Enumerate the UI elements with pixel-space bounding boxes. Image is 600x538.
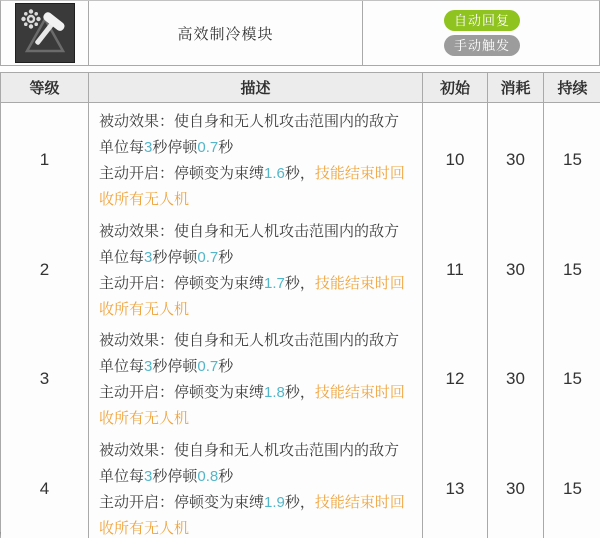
initial-sp-cell: 11 bbox=[423, 213, 488, 328]
description-segment: 技能结束时回收所有无人机 bbox=[99, 165, 405, 208]
description-segment: 主动开启：停顿变为束缚 bbox=[99, 384, 265, 401]
table-header-row bbox=[1, 73, 599, 103]
table-row bbox=[1, 432, 599, 537]
description-segment: 1.7 bbox=[264, 275, 285, 292]
description-cell bbox=[89, 213, 423, 328]
module-icon-cell bbox=[1, 1, 89, 65]
active-effect-text bbox=[99, 161, 412, 213]
description-segment: 秒 bbox=[218, 139, 234, 156]
sp-cost-cell: 30 bbox=[488, 103, 544, 218]
sp-cost-cell: 30 bbox=[488, 432, 544, 538]
duration-cell: 15 bbox=[544, 322, 600, 437]
table-row bbox=[1, 213, 599, 322]
description-segment: 0.8 bbox=[197, 468, 219, 485]
duration-cell: 15 bbox=[544, 103, 600, 218]
column-header-cost: 消耗 bbox=[488, 73, 544, 103]
description-segment: 1.9 bbox=[264, 494, 285, 511]
column-header-description: 描述 bbox=[89, 73, 423, 103]
description-segment: 秒停顿 bbox=[152, 358, 198, 375]
module-badge: 手动触发 bbox=[444, 35, 520, 56]
passive-effect-text bbox=[99, 438, 412, 490]
initial-sp-cell: 10 bbox=[423, 103, 488, 218]
description-segment: 秒停顿 bbox=[152, 139, 198, 156]
description-segment: 秒， bbox=[284, 275, 315, 292]
level-cell: 2 bbox=[1, 213, 89, 328]
description-segment: 秒 bbox=[218, 249, 234, 266]
level-cell: 1 bbox=[1, 103, 89, 218]
description-segment: 秒停顿 bbox=[152, 249, 198, 266]
description-segment: 主动开启：停顿变为束缚 bbox=[99, 494, 265, 511]
description-segment: 1.6 bbox=[264, 165, 285, 182]
description-segment: 技能结束时回收所有无人机 bbox=[99, 494, 405, 537]
module-title: 高效制冷模块 bbox=[177, 25, 274, 43]
level-cell: 4 bbox=[1, 432, 89, 538]
table-row bbox=[1, 322, 599, 432]
active-effect-text bbox=[99, 271, 412, 323]
duration-cell: 15 bbox=[544, 213, 600, 328]
description-segment: 秒， bbox=[284, 384, 315, 401]
description-segment: 被动效果：使自身和无人机攻击范围内的敌方单位每 bbox=[99, 223, 400, 266]
passive-effect-text bbox=[99, 109, 412, 161]
description-segment: 主动开启：停顿变为束缚 bbox=[99, 275, 265, 292]
description-segment: 被动效果：使自身和无人机攻击范围内的敌方单位每 bbox=[99, 113, 400, 156]
description-segment: 被动效果：使自身和无人机攻击范围内的敌方单位每 bbox=[99, 442, 400, 485]
description-segment: 3 bbox=[144, 468, 153, 485]
badge-stack bbox=[444, 10, 520, 56]
column-header-initial: 初始 bbox=[423, 73, 488, 103]
initial-sp-cell: 12 bbox=[423, 322, 488, 437]
hammer-drone-module-icon bbox=[15, 3, 75, 63]
description-segment: 秒 bbox=[218, 468, 234, 485]
description-segment: 秒， bbox=[284, 165, 315, 182]
module-badges-cell bbox=[363, 1, 600, 65]
description-segment: 秒停顿 bbox=[152, 468, 198, 485]
description-segment: 0.7 bbox=[197, 139, 219, 156]
duration-cell: 15 bbox=[544, 432, 600, 538]
module-badge: 自动回复 bbox=[444, 10, 520, 31]
description-segment: 3 bbox=[144, 358, 153, 375]
description-segment: 1.8 bbox=[264, 384, 285, 401]
sp-cost-cell: 30 bbox=[488, 322, 544, 437]
passive-effect-text bbox=[99, 219, 412, 271]
active-effect-text bbox=[99, 490, 412, 538]
description-segment: 秒， bbox=[284, 494, 315, 511]
description-segment: 技能结束时回收所有无人机 bbox=[99, 384, 405, 427]
level-cell: 3 bbox=[1, 322, 89, 437]
table-body bbox=[1, 103, 599, 537]
table-row bbox=[1, 103, 599, 213]
skill-level-table bbox=[0, 72, 600, 537]
module-title-cell bbox=[89, 1, 363, 65]
description-cell bbox=[89, 432, 423, 538]
module-header-bar bbox=[0, 0, 600, 66]
description-segment: 3 bbox=[144, 249, 153, 266]
description-segment: 主动开启：停顿变为束缚 bbox=[99, 165, 265, 182]
sp-cost-cell: 30 bbox=[488, 213, 544, 328]
description-segment: 技能结束时回收所有无人机 bbox=[99, 275, 405, 318]
description-cell bbox=[89, 103, 423, 218]
column-header-duration: 持续 bbox=[544, 73, 600, 103]
description-segment: 秒 bbox=[218, 358, 234, 375]
description-segment: 0.7 bbox=[197, 358, 219, 375]
description-segment: 被动效果：使自身和无人机攻击范围内的敌方单位每 bbox=[99, 332, 400, 375]
active-effect-text bbox=[99, 380, 412, 432]
description-segment: 0.7 bbox=[197, 249, 219, 266]
initial-sp-cell: 13 bbox=[423, 432, 488, 538]
description-cell bbox=[89, 322, 423, 437]
column-header-level: 等级 bbox=[1, 73, 89, 103]
description-segment: 3 bbox=[144, 139, 153, 156]
passive-effect-text bbox=[99, 328, 412, 380]
